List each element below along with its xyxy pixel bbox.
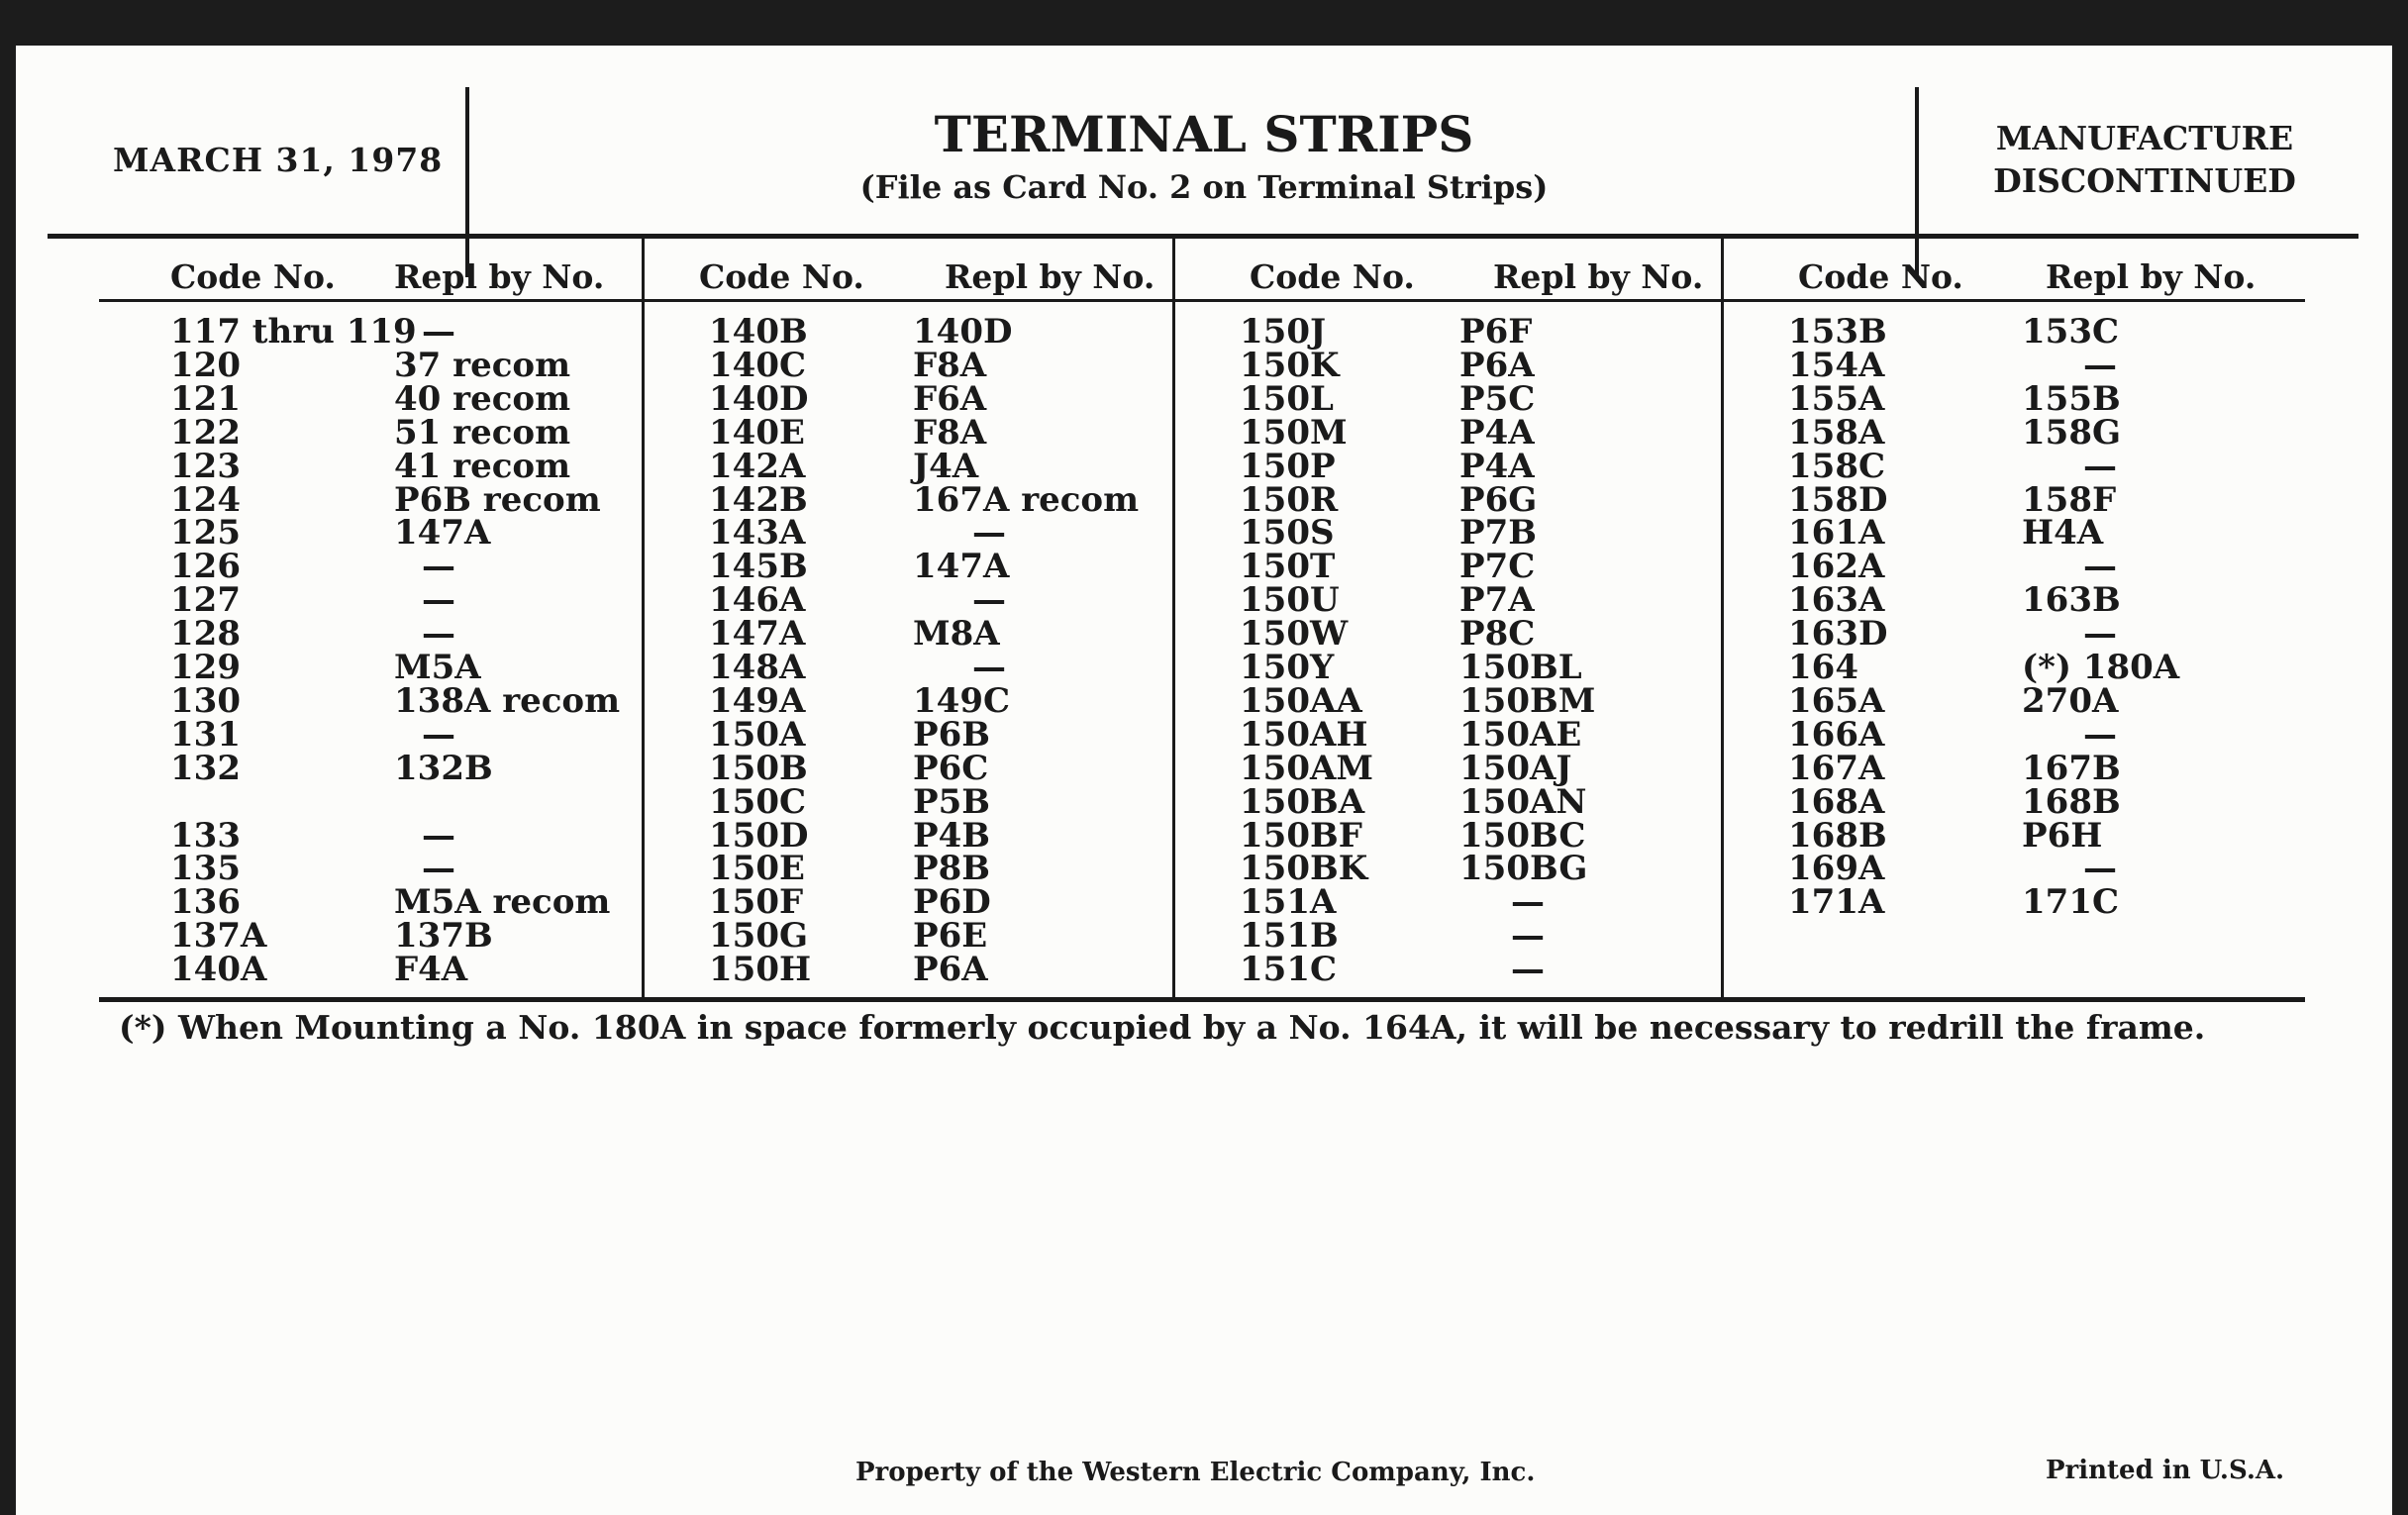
footer-owner: Property of the Western Electric Company, Inc. xyxy=(855,1458,1536,1487)
code-cell: 168B xyxy=(1788,815,1887,856)
repl-cell: 163B xyxy=(2022,580,2121,621)
code-cell: 166A xyxy=(1788,714,1885,755)
code-cell: 163A xyxy=(1788,580,1885,621)
code-cell: 150AM xyxy=(1240,748,1373,788)
code-cell: 125 xyxy=(170,513,241,554)
repl-cell: — xyxy=(422,312,455,352)
repl-cell: 150AN xyxy=(1459,781,1587,822)
repl-cell: 150AJ xyxy=(1459,748,1572,788)
repl-cell: (*) 180A xyxy=(2022,648,2180,687)
repl-cell: P6A xyxy=(1459,345,1535,385)
code-cell: 120 xyxy=(170,345,241,385)
header-divider-right xyxy=(1915,87,1919,277)
code-cell: 124 xyxy=(170,479,241,520)
repl-cell: P4B xyxy=(913,815,990,856)
repl-cell: F8A xyxy=(913,345,987,385)
repl-cell: — xyxy=(2083,446,2117,486)
code-cell: 161A xyxy=(1788,513,1885,554)
code-cell: 150AA xyxy=(1240,680,1362,721)
repl-cell: — xyxy=(422,614,455,655)
code-cell: 133 xyxy=(170,815,241,856)
group-2-code-header: Code No. xyxy=(699,257,864,296)
repl-cell: — xyxy=(2083,714,2117,755)
code-cell: 151B xyxy=(1240,916,1339,957)
code-cell: 150E xyxy=(709,849,805,889)
code-cell: 167A xyxy=(1788,748,1885,788)
code-cell: 140C xyxy=(709,345,807,385)
repl-cell: J4A xyxy=(913,446,979,486)
repl-cell: F4A xyxy=(394,950,468,990)
repl-cell: P6G xyxy=(1459,479,1538,520)
repl-cell: 132B xyxy=(394,748,493,788)
code-cell: 150BK xyxy=(1240,849,1368,889)
repl-cell: P6C xyxy=(913,748,989,788)
repl-cell: P4A xyxy=(1459,446,1535,486)
header-divider-left xyxy=(465,87,469,277)
code-cell: 164 xyxy=(1788,648,1858,687)
code-cell: 165A xyxy=(1788,680,1885,721)
code-cell: 154A xyxy=(1788,345,1885,385)
repl-cell: 270A xyxy=(2022,680,2119,721)
repl-cell: P8B xyxy=(913,849,990,889)
code-cell: 150J xyxy=(1240,312,1327,352)
code-cell: 147A xyxy=(709,614,806,655)
table-row xyxy=(16,378,2392,419)
repl-cell: — xyxy=(2083,849,2117,889)
code-cell: 146A xyxy=(709,580,806,621)
table-row xyxy=(16,513,2392,554)
code-cell: 142B xyxy=(709,479,808,520)
table-row xyxy=(16,547,2392,587)
repl-cell: P6B xyxy=(913,714,990,755)
table-top-rule xyxy=(48,234,2358,239)
group-3-repl-header: Repl by No. xyxy=(1493,257,1704,296)
table-row xyxy=(16,412,2392,453)
table-row xyxy=(16,479,2392,520)
code-cell: 150BA xyxy=(1240,781,1365,822)
repl-cell: 150BL xyxy=(1459,648,1582,687)
code-cell: 150R xyxy=(1240,479,1339,520)
repl-cell: P5C xyxy=(1459,378,1536,419)
code-cell: 150G xyxy=(709,916,809,957)
repl-cell: 41 recom xyxy=(394,446,571,486)
repl-cell: — xyxy=(972,513,1006,554)
repl-cell: 149C xyxy=(913,680,1011,721)
table-row xyxy=(16,680,2392,721)
repl-cell: P7C xyxy=(1459,547,1536,587)
repl-cell: — xyxy=(972,580,1006,621)
repl-cell: 167B xyxy=(2022,748,2121,788)
repl-cell: 155B xyxy=(2022,378,2121,419)
repl-cell: P6F xyxy=(1459,312,1533,352)
code-cell: 150M xyxy=(1240,412,1348,453)
repl-cell: M5A recom xyxy=(394,882,611,923)
code-cell: 150BF xyxy=(1240,815,1362,856)
code-cell: 150S xyxy=(1240,513,1335,554)
table-row xyxy=(16,580,2392,621)
table-row xyxy=(16,950,2392,990)
code-cell: 135 xyxy=(170,849,241,889)
code-cell: 162A xyxy=(1788,547,1885,587)
code-cell: 163D xyxy=(1788,614,1888,655)
code-cell: 150F xyxy=(709,882,804,923)
repl-cell: — xyxy=(972,648,1006,687)
status-line-1: MANUFACTURE xyxy=(1995,119,2294,157)
table-row xyxy=(16,815,2392,856)
repl-cell: — xyxy=(422,714,455,755)
code-cell: 132 xyxy=(170,748,241,788)
index-card xyxy=(16,46,2392,1515)
table-row xyxy=(16,781,2392,822)
code-cell: 155A xyxy=(1788,378,1885,419)
code-cell: 150A xyxy=(709,714,806,755)
code-cell: 117 thru 119 xyxy=(170,312,417,352)
table-row xyxy=(16,714,2392,755)
table-bottom-rule xyxy=(99,997,2305,1002)
repl-cell: P6D xyxy=(913,882,991,923)
group-2-repl-header: Repl by No. xyxy=(945,257,1155,296)
status-label xyxy=(1976,117,2313,202)
code-cell: 140E xyxy=(709,412,805,453)
repl-cell: 158F xyxy=(2022,479,2117,520)
code-cell: 151C xyxy=(1240,950,1338,990)
repl-cell: — xyxy=(422,547,455,587)
code-cell: 150T xyxy=(1240,547,1336,587)
code-cell: 150P xyxy=(1240,446,1336,486)
code-cell: 126 xyxy=(170,547,241,587)
table-row xyxy=(16,748,2392,788)
group-1-repl-header: Repl by No. xyxy=(394,257,605,296)
table-row xyxy=(16,345,2392,385)
code-cell: 130 xyxy=(170,680,241,721)
code-cell: 127 xyxy=(170,580,241,621)
repl-cell: P6E xyxy=(913,916,988,957)
card-title: TERMINAL STRIPS xyxy=(934,105,1474,163)
repl-cell: — xyxy=(422,580,455,621)
repl-cell: 40 recom xyxy=(394,378,571,419)
code-cell: 171A xyxy=(1788,882,1885,923)
table-row xyxy=(16,648,2392,687)
code-cell: 168A xyxy=(1788,781,1885,822)
repl-cell: — xyxy=(2083,345,2117,385)
code-cell: 123 xyxy=(170,446,241,486)
code-cell: 131 xyxy=(170,714,241,755)
repl-cell: H4A xyxy=(2022,513,2104,554)
repl-cell: — xyxy=(1511,950,1545,990)
table-row xyxy=(16,849,2392,889)
code-cell: 148A xyxy=(709,648,806,687)
repl-cell: F8A xyxy=(913,412,987,453)
repl-cell: 158G xyxy=(2022,412,2122,453)
code-cell: 150U xyxy=(1240,580,1340,621)
code-cell: 158D xyxy=(1788,479,1888,520)
repl-cell: M8A xyxy=(913,614,1000,655)
table-row xyxy=(16,614,2392,655)
repl-cell: 167A recom xyxy=(913,479,1140,520)
group-1-code-header: Code No. xyxy=(170,257,336,296)
code-cell: 142A xyxy=(709,446,806,486)
repl-cell: F6A xyxy=(913,378,987,419)
footnote: (*) When Mounting a No. 180A in space formerly occupied by a No. 164A, it will be necessary to redrill the frame. xyxy=(119,1008,2206,1047)
code-cell: 151A xyxy=(1240,882,1337,923)
repl-cell: 153C xyxy=(2022,312,2120,352)
code-cell: 121 xyxy=(170,378,241,419)
repl-cell: 150AE xyxy=(1459,714,1582,755)
code-cell: 122 xyxy=(170,412,241,453)
code-cell: 150C xyxy=(709,781,807,822)
group-3-code-header: Code No. xyxy=(1250,257,1415,296)
status-line-2: DISCONTINUED xyxy=(1993,161,2296,200)
card-date: MARCH 31, 1978 xyxy=(113,141,444,179)
repl-cell: — xyxy=(2083,547,2117,587)
group-4-repl-header: Repl by No. xyxy=(2046,257,2257,296)
code-cell: 150B xyxy=(709,748,808,788)
repl-cell: P6H xyxy=(2022,815,2103,856)
repl-cell: — xyxy=(1511,916,1545,957)
repl-cell: M5A xyxy=(394,648,481,687)
repl-cell: P6A xyxy=(913,950,988,990)
repl-cell: — xyxy=(2083,614,2117,655)
code-cell: 128 xyxy=(170,614,241,655)
code-cell: 140B xyxy=(709,312,808,352)
code-cell: 153B xyxy=(1788,312,1887,352)
code-cell: 150K xyxy=(1240,345,1340,385)
table-row xyxy=(16,446,2392,486)
repl-cell: — xyxy=(1511,882,1545,923)
code-cell: 137A xyxy=(170,916,267,957)
code-cell: 150AH xyxy=(1240,714,1368,755)
repl-cell: 150BC xyxy=(1459,815,1586,856)
group-4-code-header: Code No. xyxy=(1798,257,1963,296)
repl-cell: 140D xyxy=(913,312,1013,352)
repl-cell: P7B xyxy=(1459,513,1537,554)
repl-cell: 171C xyxy=(2022,882,2120,923)
code-cell: 169A xyxy=(1788,849,1885,889)
repl-cell: 138A recom xyxy=(394,680,621,721)
repl-cell: P7A xyxy=(1459,580,1535,621)
code-cell: 150Y xyxy=(1240,648,1335,687)
code-cell: 136 xyxy=(170,882,241,923)
repl-cell: P6B recom xyxy=(394,479,601,520)
code-cell: 143A xyxy=(709,513,806,554)
footer-printed: Printed in U.S.A. xyxy=(2046,1456,2285,1485)
code-cell: 140D xyxy=(709,378,809,419)
repl-cell: P4A xyxy=(1459,412,1535,453)
code-cell: 150H xyxy=(709,950,812,990)
code-cell: 150L xyxy=(1240,378,1334,419)
repl-cell: P8C xyxy=(1459,614,1536,655)
code-cell: 158C xyxy=(1788,446,1886,486)
code-cell: 140A xyxy=(170,950,267,990)
code-cell: 150W xyxy=(1240,614,1349,655)
repl-cell: 137B xyxy=(394,916,493,957)
repl-cell: 147A xyxy=(913,547,1010,587)
code-cell: 158A xyxy=(1788,412,1885,453)
repl-cell: P5B xyxy=(913,781,990,822)
repl-cell: 51 recom xyxy=(394,412,571,453)
code-cell: 149A xyxy=(709,680,806,721)
code-cell: 145B xyxy=(709,547,808,587)
code-cell: 129 xyxy=(170,648,241,687)
repl-cell: 168B xyxy=(2022,781,2121,822)
repl-cell: 150BM xyxy=(1459,680,1596,721)
table-row xyxy=(16,882,2392,923)
repl-cell: — xyxy=(422,815,455,856)
repl-cell: 147A xyxy=(394,513,491,554)
repl-cell: 37 recom xyxy=(394,345,571,385)
table-row xyxy=(16,916,2392,957)
repl-cell: — xyxy=(422,849,455,889)
card-subtitle: (File as Card No. 2 on Terminal Strips) xyxy=(859,168,1549,206)
column-header-rule xyxy=(99,299,2305,302)
repl-cell: 150BG xyxy=(1459,849,1588,889)
code-cell: 150D xyxy=(709,815,809,856)
table-row xyxy=(16,312,2392,352)
